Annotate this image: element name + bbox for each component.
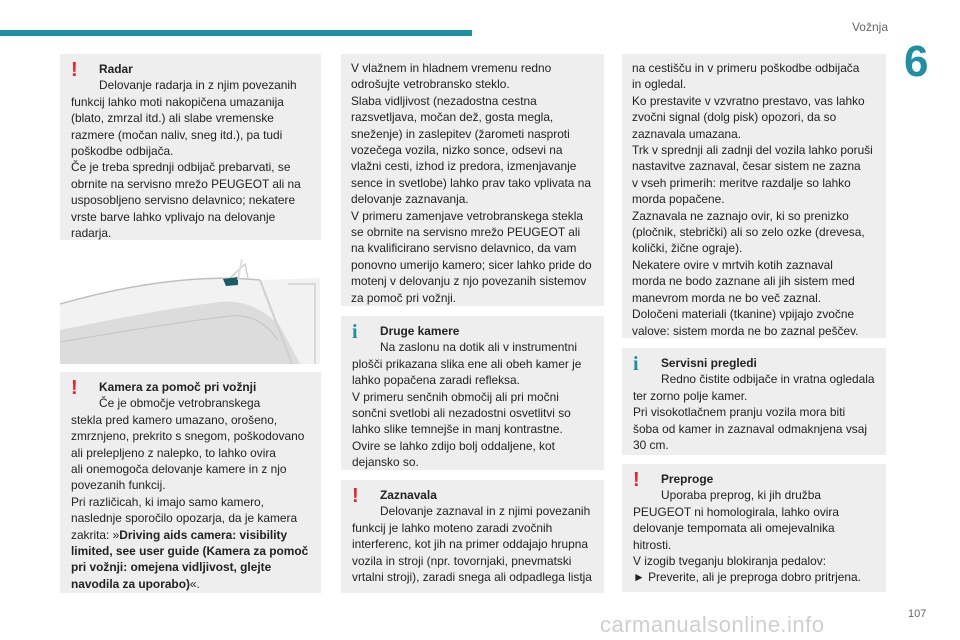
- radar-first-line: Delovanje radarja in z njim povezanih: [99, 78, 297, 93]
- text-line: na cestišču in v primeru poškodbe odbijača: [632, 61, 860, 75]
- section-title: Vožnja: [851, 20, 888, 34]
- text-line: zaznavala umazana.: [632, 126, 742, 141]
- camera-message: limited, see user guide (Kamera za pomoč: [71, 544, 309, 559]
- watermark: carmanualsonline.info: [600, 612, 825, 637]
- text-line: v vseh primerih: meritve razdalje so lahko: [632, 175, 851, 190]
- text-line: Če je treba sprednji odbijač prebarvati, se: [71, 160, 291, 175]
- windshield-camera-illustration: [60, 256, 320, 364]
- text-line: delovanje zaznavanja.: [351, 192, 469, 207]
- detectors-continued-box: [622, 54, 886, 338]
- text-line: obrnite na servisno mrežo PEUGEOT ali na: [71, 176, 301, 191]
- text-line: vozečega vozila, nizko sonce, odsevi na: [351, 143, 563, 158]
- text-line: Nekatere ovire v mrtvih kotih zaznaval: [632, 257, 833, 272]
- text-line: [71, 527, 311, 543]
- text-line: vrtalni stroji), zaradi snega ali odpadlega listja: [352, 570, 592, 585]
- camera-message: pri vožnji: omejena vidljivost, glejte: [71, 560, 272, 575]
- detectors-first-line: Delovanje zaznaval in z njimi povezanih: [380, 504, 591, 519]
- text-line: vrste barve lahko vplivajo na delovanje: [71, 209, 276, 224]
- text-line: sneženje) in zaslepitev (žarometi nasproti: [351, 126, 570, 141]
- camera-warning-box: [60, 372, 321, 593]
- text-line: radarja.: [71, 226, 112, 241]
- floor-mats-warning-box: [622, 464, 886, 592]
- text-line: V izogib tveganju blokiranja pedalov:: [633, 554, 827, 569]
- service-info-box: [622, 348, 886, 455]
- text-line: usposobljeno servisno delavnico; nekatere: [71, 193, 296, 208]
- info-icon: i: [352, 321, 358, 343]
- chapter-number: 6: [904, 37, 929, 86]
- text-line: odrošujte vetrobransko steklo.: [351, 77, 510, 92]
- other-cameras-info-box: [341, 316, 604, 470]
- text-line: 30 cm.: [633, 438, 669, 453]
- camera-message: Driving aids camera: visibility: [119, 527, 288, 542]
- text-line: lahko slike temnejše in manj kontrastne.: [352, 422, 563, 437]
- warning-icon: !: [71, 377, 78, 399]
- text-line: povezanih funkcij.: [71, 478, 166, 493]
- text-line: funkcij je lahko moteno zaradi zvočnih: [352, 520, 553, 535]
- text-line: funkcij lahko moti nakopičena umazanija: [71, 94, 284, 109]
- text-line: V vlažnem in hladnem vremenu redno: [351, 61, 552, 75]
- text-line: Slaba vidljivost (nezadostna cestna: [351, 93, 537, 108]
- text-line: šoba od kamer in zaznaval odmaknjena vsaj: [633, 421, 867, 436]
- text-line: [71, 559, 311, 575]
- text-line: lahko popačena zaradi refleksa.: [352, 373, 520, 388]
- text-line: se obrnite na servisno mrežo PEUGEOT ali: [351, 225, 581, 240]
- camera-message: navodila za uporabo): [71, 576, 190, 591]
- text-line: količki, žične ograje).: [632, 241, 743, 256]
- text-line: na kvalificirano servisno delavnico, da vam: [351, 241, 577, 256]
- text-line: sončni svetlobi ali nezadostni osvetlitvi so: [352, 406, 571, 421]
- text-line: ter zorno polje kamer.: [633, 388, 748, 403]
- text-line: za pomoč pri vožnji.: [351, 290, 457, 305]
- header-bar: [0, 30, 472, 36]
- text-line: ali prelepljeno z nalepko, to lahko ovira: [71, 445, 276, 460]
- floor-mats-title: Preproge: [661, 472, 714, 486]
- floor-mats-first-line: Uporaba preprog, ki jih družba: [661, 488, 821, 503]
- text-line: (blato, zmrzal itd.) ali slabe vremenske: [71, 111, 274, 126]
- text-line: Zaznavala ne zaznajo ovir, ki so prenizko: [632, 208, 849, 223]
- text-line: Določeni materiali (tkanine) vpijajo zvočne: [632, 307, 855, 322]
- text-line: zmrznjeno, prekrito s snegom, poškodovano: [71, 429, 305, 444]
- text-line: morda popačene.: [632, 192, 725, 207]
- text-line: Ko prestavite v vzvratno prestavo, vas lahko: [632, 93, 865, 108]
- warning-icon: !: [633, 469, 640, 491]
- text-line: [71, 543, 311, 559]
- text-line: plošči prikazana slika ene ali obeh kamer je: [352, 356, 582, 371]
- text-line: razmere (močan naliv, sneg itd.), pa tudi: [71, 127, 283, 142]
- text-line: V primeru senčnih območij ali pri močni: [352, 389, 559, 404]
- camera-title: Kamera za pomoč pri vožnji: [99, 380, 257, 394]
- text-line: Ovire se lahko zdijo bolj oddaljene, kot: [352, 438, 555, 453]
- text-line: Pri visokotlačnem pranju vozila mora biti: [633, 405, 846, 420]
- text-line: delovanje tempomata ali omejevalnika: [633, 521, 835, 536]
- other-cameras-first-line: Na zaslonu na dotik ali v instrumentni: [380, 340, 577, 355]
- text-line: zvočni signal (dolg pisk) opozori, da so: [632, 110, 837, 125]
- text-line: sence in svetlobe) lahko prav tako vplivata na: [351, 175, 591, 190]
- camera-lead: zakrita: »: [71, 527, 120, 542]
- text-line: valove: sistem morda ne bo zaznal peščev.: [632, 323, 859, 338]
- radar-warning-box: [60, 54, 321, 240]
- text-line: poškodbe odbijača.: [71, 144, 174, 159]
- text-line: manevrom morda ne bo več zaznal.: [632, 290, 822, 305]
- detectors-warning-box: [341, 480, 604, 593]
- text-line: [71, 576, 311, 592]
- text-line: Trk v sprednji ali zadnji del vozila lahko poruši: [632, 143, 873, 158]
- service-first-line: Redno čistite odbijače in vratna ogledala: [661, 372, 875, 387]
- text-line: ► Preverite, ali je preproga dobro pritrjena.: [633, 570, 861, 585]
- warning-icon: !: [71, 59, 78, 81]
- other-cameras-title: Druge kamere: [380, 324, 460, 338]
- text-line: in ogledal.: [632, 77, 687, 92]
- camera-tail: «.: [189, 576, 200, 591]
- detectors-title: Zaznavala: [380, 488, 437, 502]
- text-line: Pri različicah, ki imajo samo kamero,: [71, 494, 264, 509]
- text-line: PEUGEOT ni homologirala, lahko ovira: [633, 504, 839, 519]
- text-line: dejansko so.: [352, 455, 419, 470]
- text-line: vlažni cesti, izhod iz predora, izmenjavanje: [351, 159, 577, 174]
- info-icon: i: [633, 353, 639, 375]
- camera-continued-box: [341, 54, 604, 306]
- page-number: 107: [908, 608, 927, 620]
- text-line: (pločnik, stebrički) ali so zelo ozke (drevesa,: [632, 225, 865, 240]
- text-line: motenj v delovanju z njo povezanih sistemov: [351, 274, 587, 289]
- text-line: stekla pred kamero umazano, orošeno,: [71, 412, 278, 427]
- text-line: ali onemogoča delovanje kamere in z njo: [71, 462, 287, 477]
- text-line: naslednje sporočilo opozarja, da je kamera: [71, 511, 298, 526]
- text-line: vozila in stroji (npr. tovornjaki, pnevmatski: [352, 553, 572, 568]
- text-line: nastavitve zaznaval, česar sistem ne zazna: [632, 159, 861, 174]
- radar-title: Radar: [99, 62, 133, 76]
- text-line: ponovno umerijo kamero; sicer lahko pride do: [351, 257, 592, 272]
- text-line: V primeru zamenjave vetrobranskega stekla: [351, 208, 583, 223]
- camera-first-line: Če je območje vetrobranskega: [99, 396, 261, 411]
- text-line: morda ne bodo zaznane ali jih sistem med: [632, 274, 855, 289]
- text-line: interferenc, kot jih na primer oddajajo hrupna: [352, 537, 588, 552]
- text-line: razsvetljava, močan dež, gosta megla,: [351, 110, 554, 125]
- warning-icon: !: [352, 485, 359, 507]
- service-title: Servisni pregledi: [661, 356, 757, 370]
- text-line: hitrosti.: [633, 537, 672, 552]
